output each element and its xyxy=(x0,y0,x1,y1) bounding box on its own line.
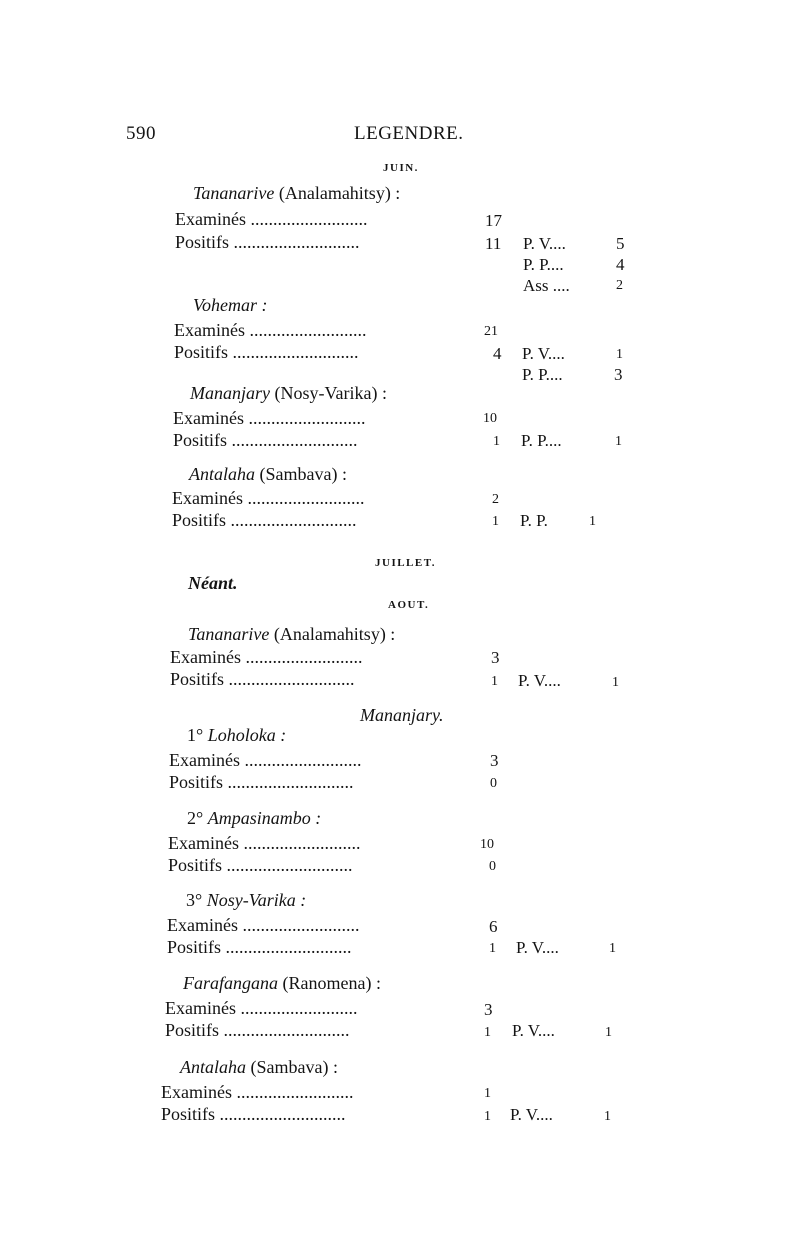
location-loholoka xyxy=(187,726,286,744)
count-positifs: 4 xyxy=(493,344,502,363)
location-antalaha-aout xyxy=(180,1058,338,1076)
location-antalaha-juin xyxy=(189,465,347,483)
label-positifs: Positifs ............................ xyxy=(168,855,353,875)
label-examines: Examinés .......................... xyxy=(168,833,361,853)
result-value: 1 xyxy=(605,1025,612,1040)
result-value: 1 xyxy=(612,675,619,690)
location-tananarive-aout xyxy=(188,625,395,643)
count-positifs: 1 xyxy=(492,514,499,529)
label-positifs: Positifs ............................ xyxy=(172,510,357,530)
count-examines: 3 xyxy=(484,1000,493,1019)
result-label: P. V.... xyxy=(523,234,566,253)
location-name: Farafangana xyxy=(183,973,279,993)
result-label: P. P. xyxy=(520,511,548,530)
item-number: 3° xyxy=(186,890,207,910)
location-mananjary-aout xyxy=(360,706,444,724)
count-positifs: 1 xyxy=(484,1109,491,1124)
count-examines: 3 xyxy=(491,648,500,667)
item-number: 1° xyxy=(187,725,208,745)
result-label: Ass .... xyxy=(523,276,570,295)
result-label: P. P.... xyxy=(521,431,562,450)
label-positifs: Positifs ............................ xyxy=(167,937,352,957)
result-label: P. V.... xyxy=(512,1021,555,1040)
count-positifs: 1 xyxy=(493,434,500,449)
count-examines: 6 xyxy=(489,917,498,936)
label-positifs: Positifs ............................ xyxy=(170,669,355,689)
result-label: P. V.... xyxy=(510,1105,553,1124)
label-examines: Examinés .......................... xyxy=(169,750,362,770)
count-positifs: 1 xyxy=(489,941,496,956)
result-value: 1 xyxy=(616,347,623,362)
label-examines: Examinés .......................... xyxy=(165,998,358,1018)
result-label: P. V.... xyxy=(518,671,561,690)
result-label: P. V.... xyxy=(516,938,559,957)
count-positifs: 0 xyxy=(490,776,497,791)
count-examines: 10 xyxy=(483,411,497,426)
location-name: Antalaha xyxy=(189,464,255,484)
label-examines: Examinés .......................... xyxy=(174,320,367,340)
month-heading-aout: AOUT. xyxy=(388,599,430,611)
count-positifs: 1 xyxy=(491,674,498,689)
label-examines: Examinés .......................... xyxy=(172,488,365,508)
location-name: Tananarive xyxy=(193,183,275,203)
result-value: 1 xyxy=(609,941,616,956)
count-examines: 17 xyxy=(485,211,502,230)
label-examines: Examinés .......................... xyxy=(167,915,360,935)
location-name: Vohemar : xyxy=(193,295,268,315)
label-positifs: Positifs ............................ xyxy=(173,430,358,450)
location-mananjary-juin xyxy=(190,384,387,402)
label-positifs: Positifs ............................ xyxy=(165,1020,350,1040)
label-examines: Examinés .......................... xyxy=(173,408,366,428)
result-value: 5 xyxy=(616,234,625,253)
location-sub: (Analamahitsy) : xyxy=(274,183,401,203)
location-name: Loholoka : xyxy=(207,725,287,745)
location-nosy-varika xyxy=(186,891,306,909)
count-examines: 10 xyxy=(480,837,494,852)
label-positifs: Positifs ............................ xyxy=(161,1104,346,1124)
result-label: P. V.... xyxy=(522,344,565,363)
result-label: P. P.... xyxy=(522,365,563,384)
location-tananarive-juin xyxy=(193,184,400,202)
location-name: Antalaha xyxy=(180,1057,246,1077)
location-name: Tananarive xyxy=(188,624,270,644)
count-examines: 1 xyxy=(484,1086,491,1101)
location-sub: (Sambava) : xyxy=(255,464,347,484)
count-positifs: 1 xyxy=(484,1025,491,1040)
location-sub: (Sambava) : xyxy=(246,1057,338,1077)
result-value: 1 xyxy=(589,514,596,529)
result-value: 1 xyxy=(604,1109,611,1124)
month-heading-juillet: JUILLET. xyxy=(375,557,437,569)
result-value: 4 xyxy=(616,255,625,274)
location-sub: (Nosy-Varika) : xyxy=(270,383,387,403)
month-heading-juin: JUIN. xyxy=(383,162,419,174)
label-positifs: Positifs ............................ xyxy=(175,232,360,252)
location-name: Mananjary xyxy=(190,383,270,403)
item-number: 2° xyxy=(187,808,208,828)
page-number: 590 xyxy=(126,123,156,144)
count-examines: 2 xyxy=(492,492,499,507)
label-positifs: Positifs ............................ xyxy=(169,772,354,792)
location-farafangana xyxy=(183,974,381,992)
count-examines: 3 xyxy=(490,751,499,770)
count-positifs: 11 xyxy=(485,234,502,253)
location-ampasinambo xyxy=(187,809,321,827)
location-name: Mananjary. xyxy=(360,705,444,725)
result-value: 1 xyxy=(615,434,622,449)
label-examines: Examinés .......................... xyxy=(170,647,363,667)
label-examines: Examinés .......................... xyxy=(161,1082,354,1102)
location-sub: (Ranomena) : xyxy=(278,973,381,993)
location-name: Ampasinambo : xyxy=(207,808,322,828)
location-sub: (Analamahitsy) : xyxy=(269,624,396,644)
location-name: Nosy-Varika : xyxy=(206,890,307,910)
neant-text: Néant. xyxy=(188,573,238,593)
label-examines: Examinés .......................... xyxy=(175,209,368,229)
location-vohemar xyxy=(193,296,268,314)
label-positifs: Positifs ............................ xyxy=(174,342,359,362)
running-title: LEGENDRE. xyxy=(354,123,464,144)
result-label: P. P.... xyxy=(523,255,564,274)
count-examines: 21 xyxy=(484,324,498,339)
neant-label xyxy=(188,574,238,592)
result-value: 2 xyxy=(616,278,623,293)
count-positifs: 0 xyxy=(489,859,496,874)
result-value: 3 xyxy=(614,365,623,384)
